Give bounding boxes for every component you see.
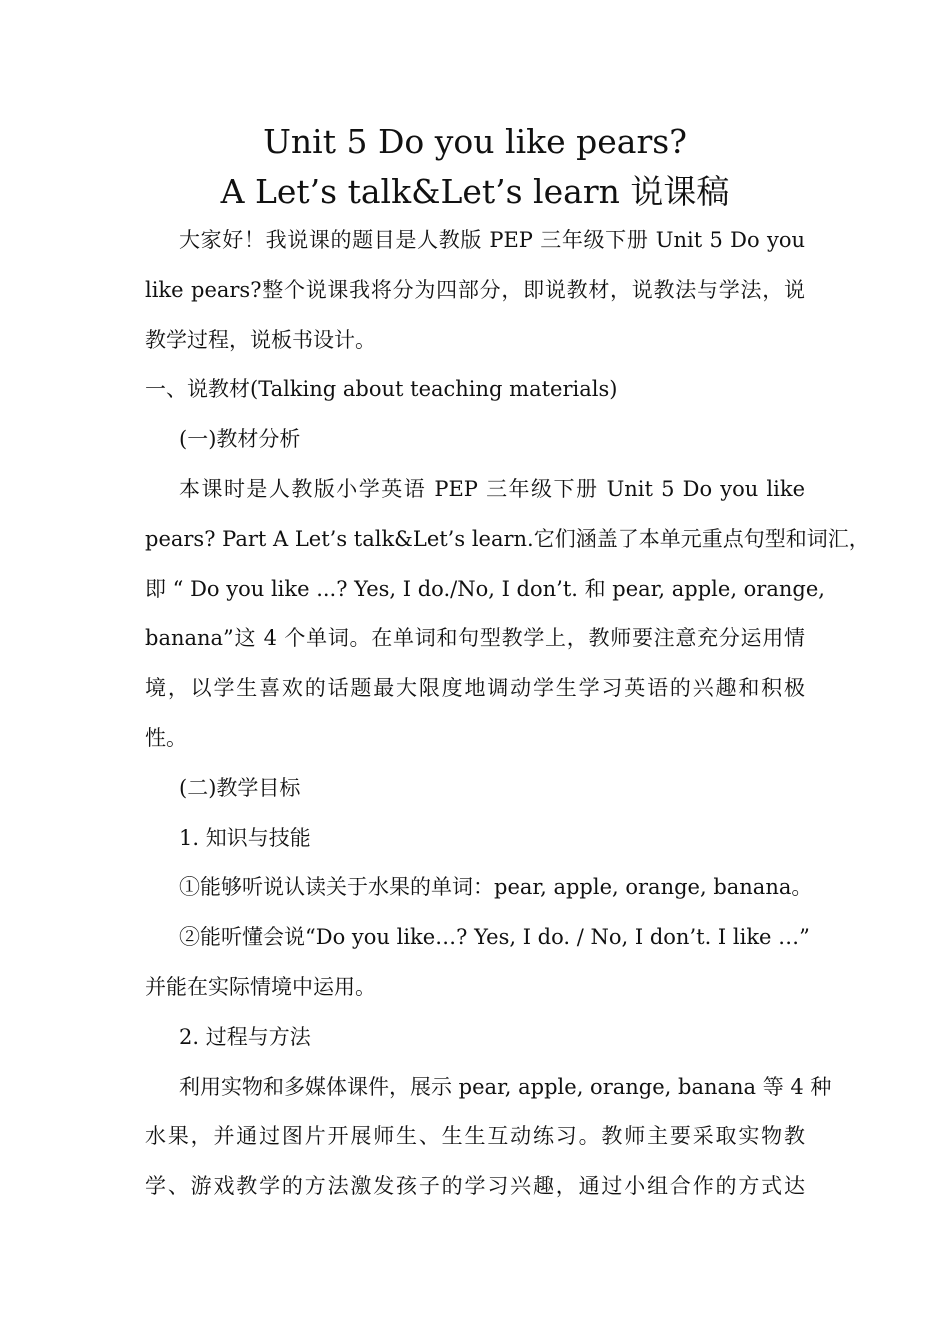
text-line: 性。 xyxy=(145,725,187,750)
section-heading: 一、说教材(Talking about teaching materials) xyxy=(145,377,618,402)
text-line: 教学过程，说板书设计。 xyxy=(145,327,376,352)
text-line: 即 “ Do you like ...? Yes, I do./No, I don’t. 和 pear, apple, orange, xyxy=(145,576,825,601)
document-body xyxy=(145,216,870,1212)
text-line: 利用实物和多媒体课件，展示 pear, apple, orange, banana 等 4 种 xyxy=(179,1074,832,1099)
text-line: 学、游戏教学的方法激发孩子的学习兴趣，通过小组合作的方式达 xyxy=(145,1174,805,1199)
text-line: 境，以学生喜欢的话题最大限度地调动学生学习英语的兴趣和积极 xyxy=(145,676,805,701)
subsection-heading: (二)教学目标 xyxy=(179,775,301,800)
text-line: pears? Part A Let’s talk&Let’s learn.它们涵盖了本单元重点句型和词汇， xyxy=(145,526,870,551)
text-line: 本课时是人教版小学英语 PEP 三年级下册 Unit 5 Do you like xyxy=(179,476,805,501)
document-subtitle: A Let’s talk&Let’s learn 说课稿 xyxy=(220,172,730,211)
text-line: 并能在实际情境中运用。 xyxy=(145,974,376,999)
text-line: 大家好！我说课的题目是人教版 PEP 三年级下册 Unit 5 Do you xyxy=(179,228,805,252)
text-line: ①能够听说认读关于水果的单词：pear, apple, orange, banana。 xyxy=(179,875,813,900)
list-heading: 2. 过程与方法 xyxy=(179,1024,311,1049)
text-line: banana”这 4 个单词。在单词和句型教学上，教师要注意充分运用情 xyxy=(145,626,805,651)
list-heading: 1. 知识与技能 xyxy=(179,825,311,850)
document-title: Unit 5 Do you like pears? xyxy=(263,122,687,161)
text-line: 水果，并通过图片开展师生、生生互动练习。教师主要采取实物教 xyxy=(145,1124,805,1149)
text-line: ②能听懂会说“Do you like…? Yes, I do. / No, I don’t. I like …” xyxy=(179,925,810,950)
subsection-heading: (一)教材分析 xyxy=(179,427,301,452)
text-line: like pears?整个说课我将分为四部分，即说教材，说教法与学法，说 xyxy=(145,277,805,302)
